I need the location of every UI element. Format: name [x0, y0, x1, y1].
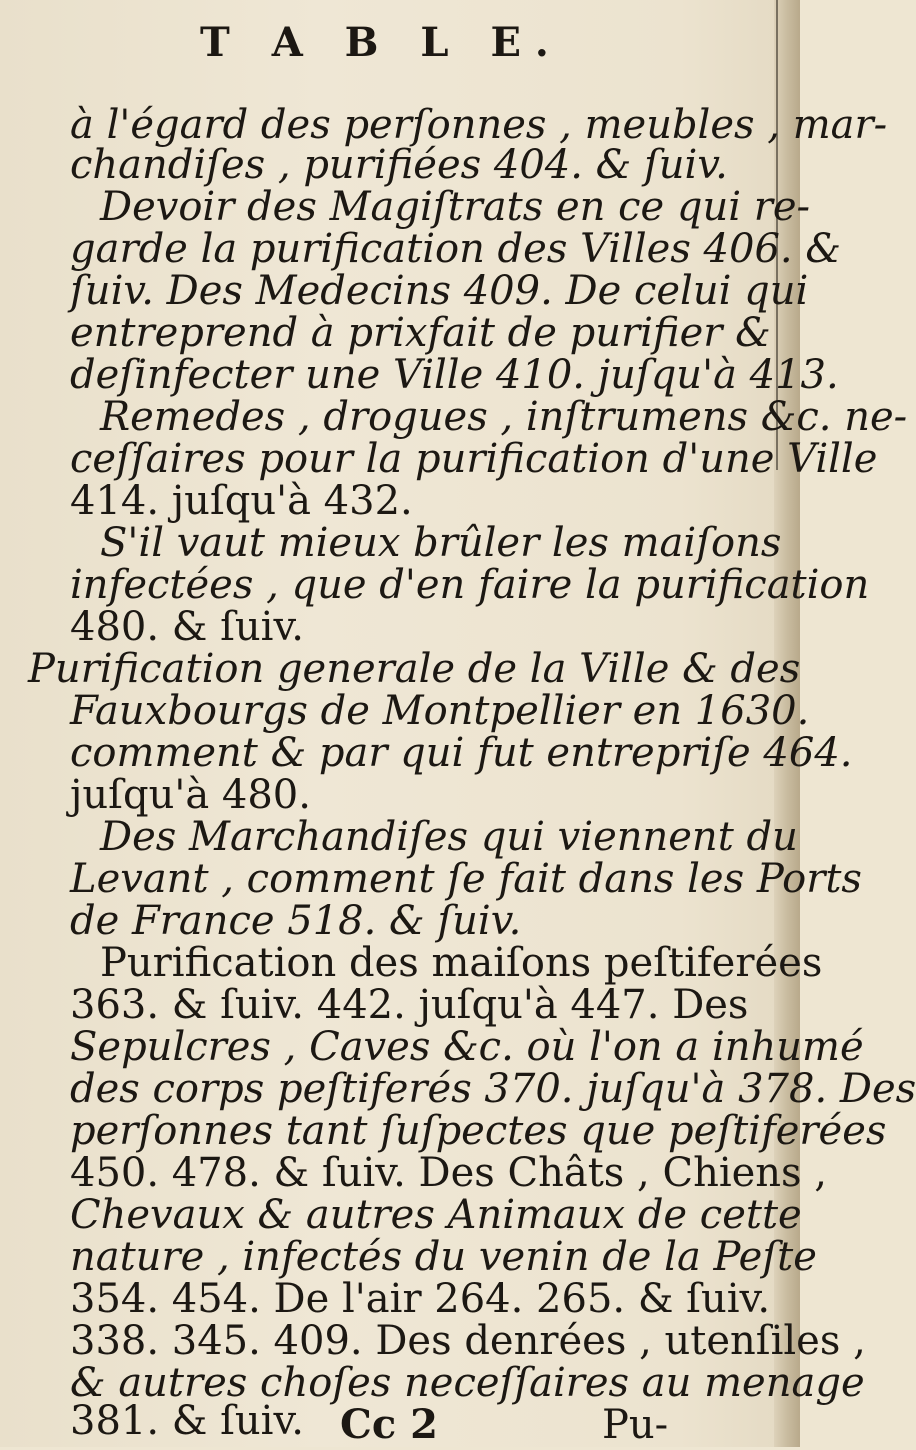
text-line: 381. & ſuiv.	[70, 1398, 305, 1444]
text-line: comment & par qui fut entrepriſe 464.	[70, 730, 853, 776]
running-header: T A B L E.	[200, 19, 563, 66]
text-line: nature , infectés du venin de la Peſte	[70, 1234, 817, 1280]
text-line: 338. 345. 409. Des denrées , utenſiles ,	[70, 1318, 866, 1364]
text-line: infectées , que d'en faire la purification	[70, 562, 870, 608]
catchword: Pu‑	[602, 1402, 669, 1448]
text-line: perſonnes tant ſuſpectes que peſtiferées	[70, 1108, 887, 1154]
text-line: juſqu'à 480.	[70, 772, 311, 818]
text-line: 414. juſqu'à 432.	[70, 478, 413, 524]
text-line: 354. 454. De l'air 264. 265. & ſuiv.	[70, 1276, 771, 1322]
text-line: à l'égard des perſonnes , meubles , mar‑	[70, 102, 888, 148]
text-line: ſuiv. Des Medecins 409. De celui qui	[70, 268, 809, 314]
text-line: Chevaux & autres Animaux de cette	[70, 1192, 802, 1238]
text-line: des corps peſtiferés 370. juſqu'à 378. Des	[70, 1066, 916, 1112]
text-line: Des Marchandiſes qui viennent du	[100, 814, 798, 860]
text-line: 363. & ſuiv. 442. juſqu'à 447. Des	[70, 982, 749, 1028]
text-line: deſinfecter une Ville 410. juſqu'à 413.	[70, 352, 839, 398]
text-line: Levant , comment ſe fait dans les Ports	[70, 856, 862, 902]
text-line: 480. & ſuiv.	[70, 604, 305, 650]
text-line: & autres choſes neceſſaires au menage	[70, 1360, 865, 1406]
text-line: Purification des maiſons peſtiferées	[100, 940, 823, 986]
text-line: garde la purification des Villes 406. &	[70, 226, 841, 272]
text-line: Devoir des Magiſtrats en ce qui re‑	[100, 184, 811, 230]
text-line: chandiſes , purifiées 404. & ſuiv.	[70, 142, 728, 188]
text-line: 450. 478. & ſuiv. Des Châts , Chiens ,	[70, 1150, 828, 1196]
text-line: entreprend à prixfait de purifier &	[70, 310, 771, 356]
signature-mark: Cc 2	[340, 1401, 438, 1448]
text-line: Fauxbourgs de Montpellier en 1630.	[70, 688, 810, 734]
text-line: Purification generale de la Ville & des	[28, 646, 801, 692]
text-line: Remedes , drogues , inſtrumens &c. ne‑	[100, 394, 908, 440]
text-line: S'il vaut mieux brûler les maiſons	[100, 520, 782, 566]
text-line: ceſſaires pour la purification d'une Ville	[70, 436, 878, 482]
text-line: Sepulcres , Caves &c. où l'on a inhumé	[70, 1024, 864, 1070]
text-line: de France 518. & ſuiv.	[70, 898, 522, 944]
